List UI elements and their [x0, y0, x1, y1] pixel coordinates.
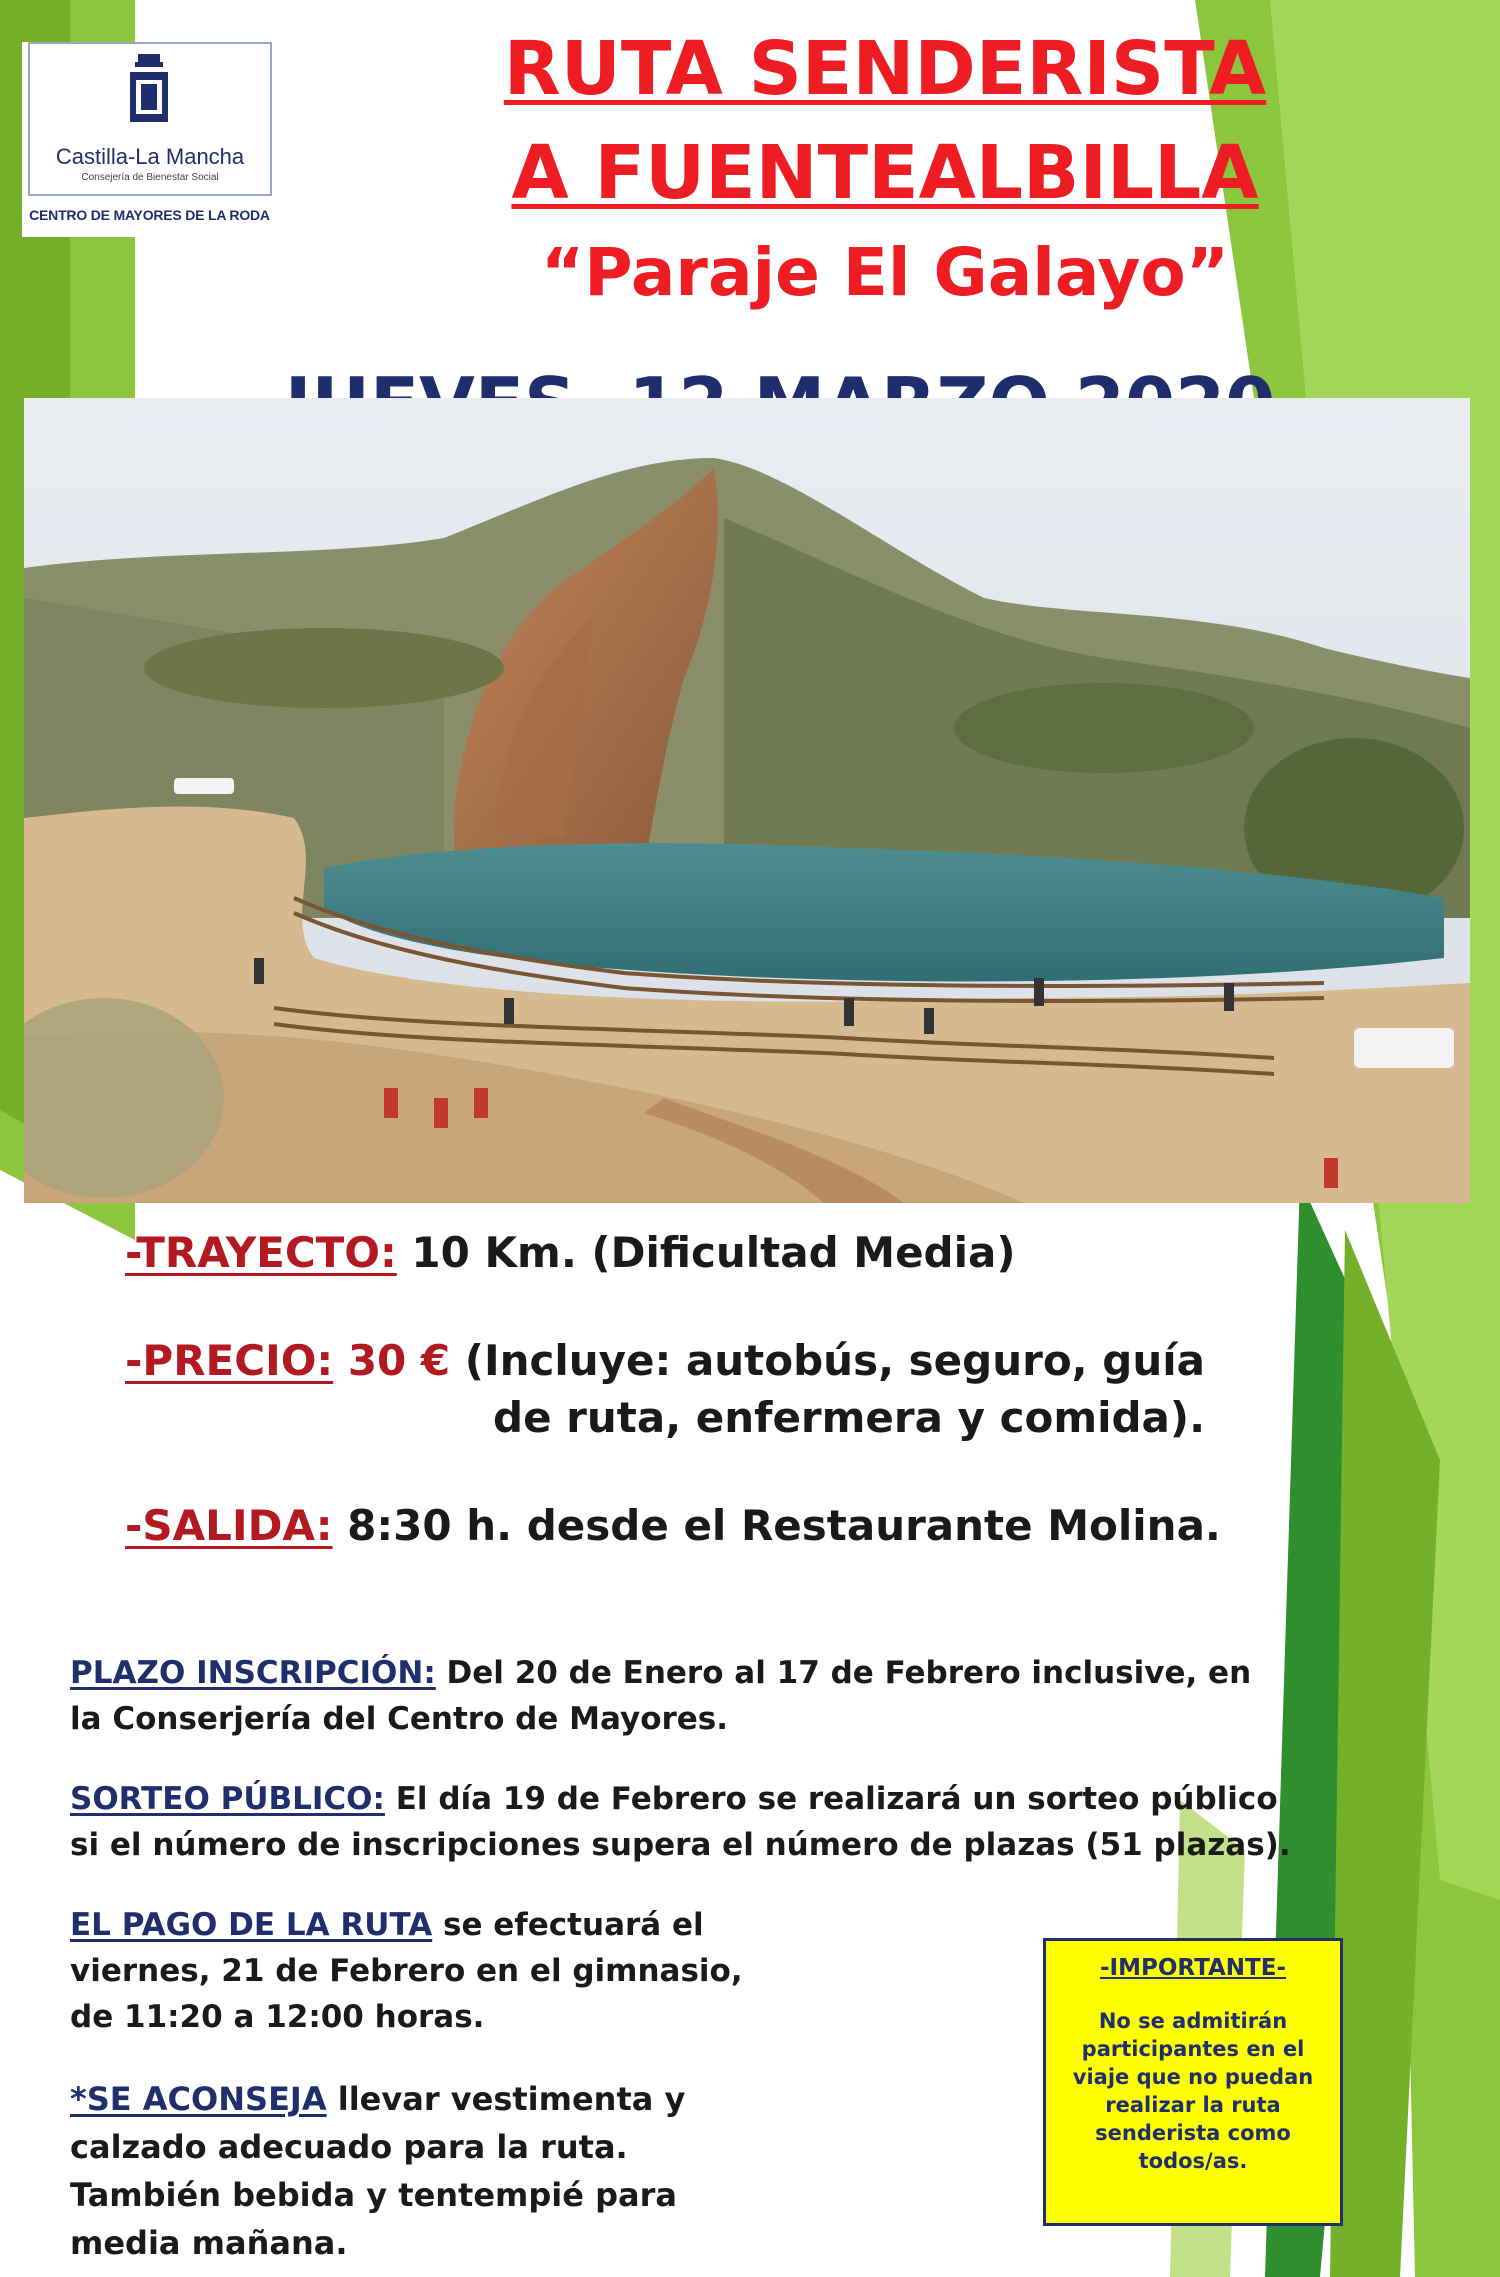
- precio-label: -PRECIO:: [125, 1336, 334, 1385]
- important-notice-box: [1043, 1938, 1343, 2226]
- plazo-inscripcion-block: [70, 1650, 1251, 1742]
- sorteo-label: SORTEO PÚBLICO:: [70, 1781, 385, 1817]
- plazo-label: PLAZO INSCRIPCIÓN:: [70, 1655, 436, 1691]
- sorteo-publico-block: [70, 1776, 1291, 1868]
- trayecto-value: 10 Km. (Dificultad Media): [396, 1228, 1016, 1277]
- plazo-text-2: la Conserjería del Centro de Mayores.: [70, 1701, 729, 1737]
- pago-ruta-block: [70, 1902, 743, 2040]
- pago-text-1: se efectuará el: [432, 1907, 704, 1943]
- title-line-1: RUTA SENDERISTA: [503, 26, 1267, 112]
- title-place-name: “Paraje El Galayo”: [540, 234, 1230, 311]
- important-title-prefix: -: [1100, 1955, 1110, 1981]
- logo-center-name: CENTRO DE MAYORES DE LA RODA: [29, 207, 270, 223]
- important-title-text: IMPORTANTE: [1109, 1955, 1277, 1981]
- logo-frame: [28, 42, 272, 196]
- salida-line: [125, 1501, 1221, 1550]
- precio-includes-continued: de ruta, enfermera y comida).: [493, 1393, 1206, 1442]
- aconseja-text-4: media mañana.: [70, 2224, 348, 2262]
- landscape-photo: [24, 398, 1470, 1203]
- important-body: No se admitirán participantes en el viaje que no puedan realizar la ruta senderista como todos/as.: [1072, 2009, 1314, 2173]
- se-aconseja-block: [70, 2075, 685, 2267]
- trayecto-label: -TRAYECTO:: [125, 1228, 397, 1277]
- crest-icon: [126, 52, 172, 130]
- aconseja-label: *SE ACONSEJA: [70, 2080, 327, 2118]
- pago-text-2: viernes, 21 de Febrero en el gimnasio,: [70, 1953, 743, 1989]
- aconseja-text-1: llevar vestimenta y: [326, 2080, 686, 2118]
- important-title-suffix: -: [1276, 1955, 1286, 1981]
- salida-label: -SALIDA:: [125, 1501, 333, 1550]
- precio-line: [125, 1336, 1205, 1385]
- pago-text-3: de 11:20 a 12:00 horas.: [70, 1999, 485, 2035]
- plazo-text-1: Del 20 de Enero al 17 de Febrero inclusive, en: [435, 1655, 1252, 1691]
- trayecto-line: [125, 1228, 1016, 1277]
- castilla-la-mancha-logo: [22, 42, 277, 237]
- sorteo-text-1: El día 19 de Febrero se realizará un sorteo público: [384, 1781, 1278, 1817]
- salida-value: 8:30 h. desde el Restaurante Molina.: [332, 1501, 1221, 1550]
- aconseja-text-2: calzado adecuado para la ruta.: [70, 2128, 628, 2166]
- sorteo-text-2: si el número de inscripciones supera el número de plazas (51 plazas).: [70, 1827, 1291, 1863]
- logo-name: Castilla-La Mancha: [55, 144, 245, 169]
- pago-label: EL PAGO DE LA RUTA: [70, 1907, 433, 1943]
- precio-amount: 30 €: [333, 1336, 451, 1385]
- aconseja-text-3: También bebida y tentempié para: [70, 2176, 677, 2214]
- logo-department: Consejería de Bienestar Social: [81, 172, 219, 183]
- important-title: [1046, 1955, 1340, 1981]
- title-line-2: A FUENTEALBILLA: [511, 130, 1259, 216]
- precio-includes: (Incluye: autobús, seguro, guía: [450, 1336, 1205, 1385]
